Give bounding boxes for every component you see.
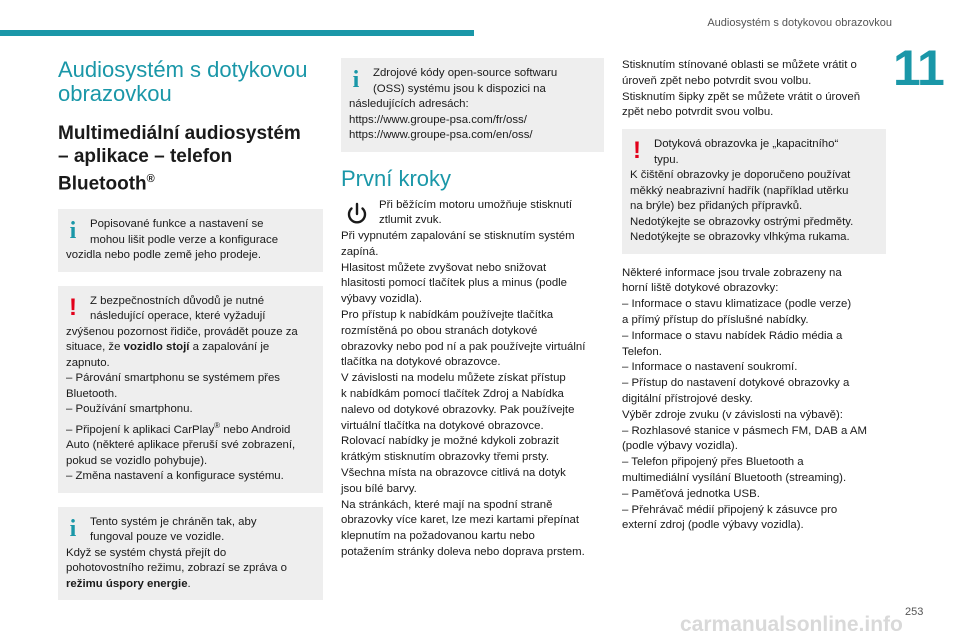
text-line: nalevo od dotykové obrazovky. Pak používejte — [341, 403, 575, 416]
body-text — [622, 266, 886, 535]
text-line: – Telefon připojený přes Bluetooth a — [622, 456, 804, 469]
text-line: tlačítka na dotykové obrazovce. — [341, 356, 501, 369]
text-line: Při vypnutém zapalování se stisknutím systém — [341, 230, 575, 243]
page-title: Audiosystém s dotykovou obrazovkou — [58, 57, 308, 106]
text-line: Výběr zdroje zvuku (v závislosti na výbavě): — [622, 408, 843, 421]
text-line: multimediální vysílání Bluetooth (streaming). — [622, 472, 847, 485]
info-box: i Tento systém je chráněn tak, aby fungoval pouze ve vozidle. Když se systém chystá přejít do pohotovostního režimu, zobrazí se zpráva o režimu úspory energie. — [58, 507, 323, 601]
info-icon: i — [69, 515, 77, 542]
warning-box: ! Dotyková obrazovka je „kapacitního“ typu. K čištění obrazovky je doporučeno používat měkký neabrazivní hadřík (například utěrku na brýle) bez přidaných přípravků. Nedotýkejte se obrazovky ostrými předměty. Nedotýkejte se obrazovky vlhkýma rukama. — [622, 129, 886, 254]
text-line: zapíná. — [341, 245, 379, 258]
text-line: digitální přístrojové desky. — [622, 393, 753, 406]
text-line: zpět nebo potvrdit svou volbu. — [622, 106, 774, 119]
text-line: Stisknutím stínované oblasti se můžete vrátit o — [622, 59, 857, 71]
text-line: horní liště dotykové obrazovky: — [622, 282, 779, 295]
text-line: – Přehrávač médií připojený k zásuvce pro — [622, 503, 838, 516]
running-header: Audiosystém s dotykovou obrazovkou — [707, 17, 892, 29]
warning-icon: ! — [633, 137, 641, 165]
text-line: Pro přístup k nabídkám používejte tlačítka — [341, 309, 554, 322]
body-text — [622, 58, 886, 121]
text-line: obrazovky více karet, lze mezi kartami přepínat — [341, 514, 580, 527]
text-line: výbavy vozidla). — [341, 293, 423, 306]
text-line: k nabídkám pomocí tlačítek Zdroj a Nabídka — [341, 388, 564, 401]
text-line: a přímý přístup do příslušné nabídky. — [622, 314, 809, 327]
text-line: – Informace o nastavení soukromí. — [622, 361, 798, 374]
watermark: carmanualsonline.info — [680, 613, 903, 636]
text-line: – Informace o stavu klimatizace (podle verze) — [622, 298, 852, 311]
info-icon: i — [69, 218, 77, 245]
info-box: i Zdrojové kódy open-source softwaru (OSS) systému jsou k dispozici na následujících adresách: https://www.groupe-psa.com/fr/oss/ https://www.groupe-psa.com/en/oss/ — [341, 58, 604, 152]
warning-icon: ! — [69, 293, 77, 321]
column-1 — [58, 58, 323, 612]
text-line: rozmístěná po obou stranách dotykové — [341, 324, 538, 337]
text-line: Na stránkách, které mají na spodní straně — [341, 498, 553, 511]
text-line: Telefon. — [622, 345, 662, 358]
text-line: – Informace o stavu nabídek Rádio média a — [622, 329, 843, 342]
info-box: i Popisované funkce a nastavení se mohou lišit podle verze a konfigurace vozidla nebo podle země jeho prodeje. — [58, 209, 323, 272]
info-icon: i — [352, 67, 360, 93]
text-line: Některé informace jsou trvale zobrazeny na — [622, 266, 842, 279]
column-3 — [622, 58, 886, 534]
text-line: virtuální tlačítka na dotykové obrazovce. — [341, 419, 544, 432]
section-heading: Multimediální audiosystém – aplikace – telefon Bluetooth® — [58, 123, 301, 195]
warning-box: ! Z bezpečnostních důvodů je nutné následující operace, které vyžadují zvýšenou pozornost řidiče, provádět pouze za situace, že vozidlo stojí a zapalování je zapnuto. – Párování smartphonu se systémem přes Bluetooth. – Používání smartphonu. – Připojení k aplikaci CarPlay® nebo Android Auto (některé aplikace přeruší své zobrazení, pokud se vozidlo pohybuje). – Změna nastavení a konfigurace systému. — [58, 286, 323, 493]
page-number: 253 — [905, 606, 924, 618]
section-title: První kroky — [341, 165, 452, 191]
text-line: externí zdroj (podle výbavy vozidla). — [622, 519, 804, 532]
text-line: (podle výbavy vozidla). — [622, 440, 738, 453]
text-line: Stisknutím šipky zpět se můžete vrátit o úroveň — [622, 90, 861, 103]
text-line: úroveň zpět nebo potvrdit svou volbu. — [622, 74, 812, 87]
text-line: obrazovky nebo pod ní a pak používejte virtuální — [341, 340, 586, 353]
chapter-number: 11 — [893, 40, 944, 96]
text-line: – Paměťová jednotka USB. — [622, 487, 760, 500]
text-line: – Rozhlasové stanice v pásmech FM, DAB a AM — [622, 424, 867, 437]
text-line: krátkým stisknutím obrazovky třemi prsty. — [341, 451, 550, 464]
text-line: Rolovací nabídky je možné kdykoli zobrazit — [341, 435, 559, 448]
column-2 — [341, 58, 604, 561]
body-text — [341, 229, 604, 561]
text-line: potažením stránky doleva nebo doprava prstem. — [341, 546, 585, 559]
text-line: V závislosti na modelu můžete získat přístup — [341, 372, 566, 385]
text-line: Všechna místa na obrazovce citlivá na dotyk — [341, 467, 566, 480]
text-line: jsou bílé barvy. — [341, 482, 417, 495]
text-line: klepnutím na požadovanou kartu nebo — [341, 530, 535, 543]
header-accent-bar — [0, 30, 474, 36]
text-line: Hlasitost můžete zvyšovat nebo snižovat — [341, 261, 547, 274]
text-line: hlasitosti pomocí tlačítek plus a minus (podle — [341, 277, 568, 290]
power-intro: Při běžícím motoru umožňuje stisknutí ztlumit zvuk. — [379, 198, 573, 227]
power-icon — [343, 200, 371, 228]
text-line: – Přístup do nastavení dotykové obrazovky a — [622, 377, 850, 390]
